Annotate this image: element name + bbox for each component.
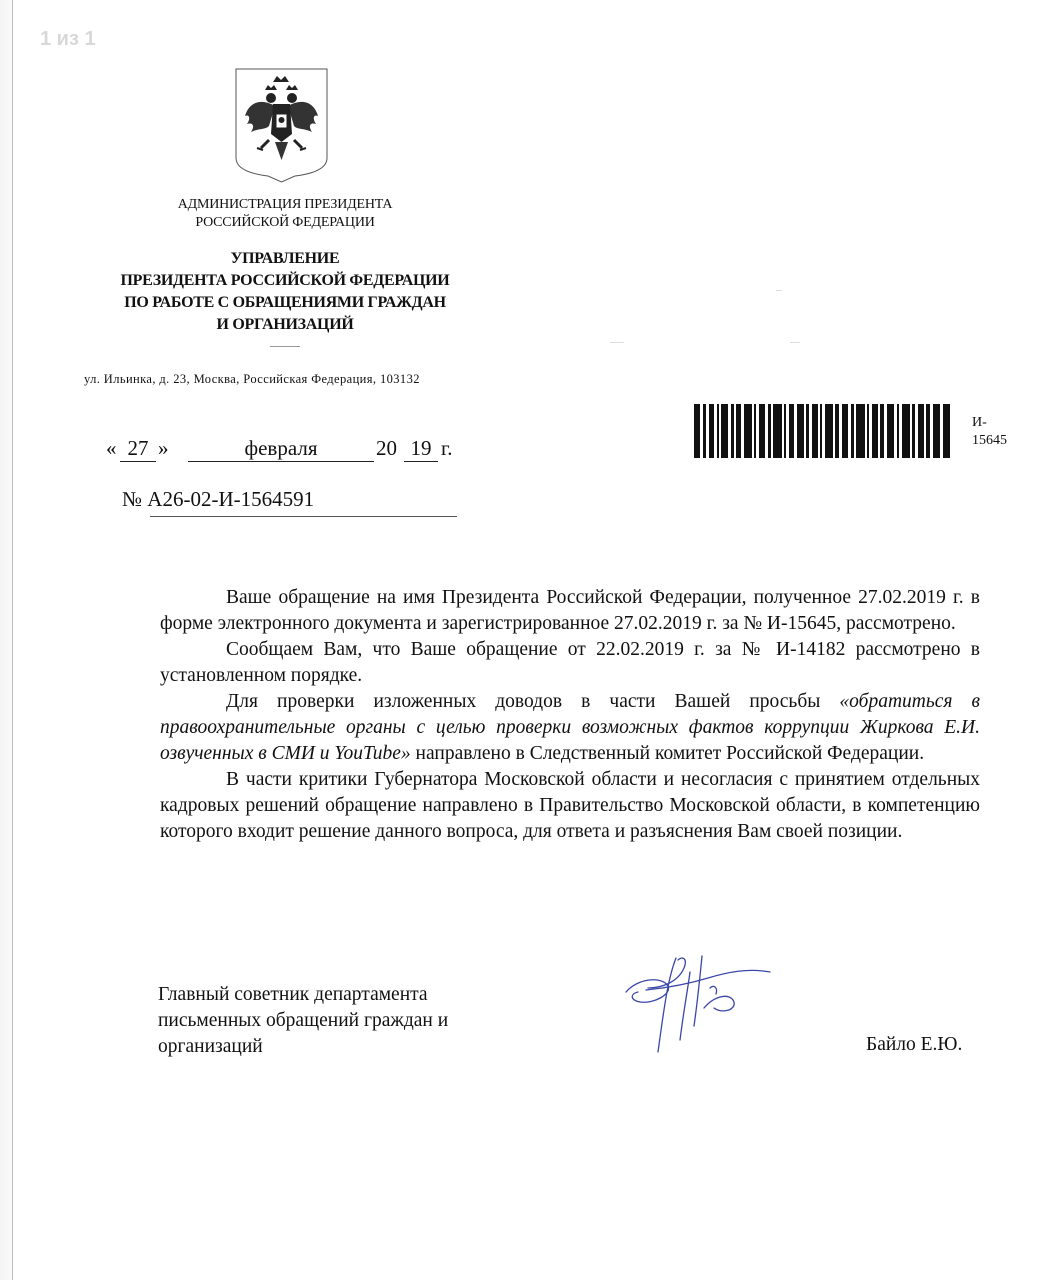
department-heading-line2: ПРЕЗИДЕНТА РОССИЙСКОЙ ФЕДЕРАЦИИ bbox=[120, 272, 450, 289]
reference-prefix: № bbox=[122, 487, 143, 511]
reference-underline bbox=[150, 516, 457, 517]
department-heading-line3: ПО РАБОТЕ С ОБРАЩЕНИЯМИ ГРАЖДАН bbox=[124, 294, 446, 311]
heading-divider bbox=[270, 346, 300, 347]
page-counter: 1 из 1 bbox=[40, 28, 96, 50]
scan-mark bbox=[610, 342, 624, 343]
scan-mark bbox=[776, 290, 782, 291]
barcode-label bbox=[972, 414, 1007, 450]
signatory-title-line3: организаций bbox=[158, 1036, 263, 1057]
body-paragraph-4: В части критики Губернатора Московской области и несогласия с принятием отдельных кадровых решений обращение направлено в Правительство Московской области, в компетенцию которого входит решение данного вопроса, для ответа и разъяснения Вам своей позиции. bbox=[160, 769, 980, 842]
page-shadow bbox=[0, 0, 12, 1280]
body-paragraph-1: Ваше обращение на имя Президента Российской Федерации, полученное 27.02.2019 г. в форме электронного документа и зарегистрированное 27.02.2019 г. за № И-15645, рассмотрено. bbox=[160, 587, 980, 634]
barcode-icon bbox=[694, 404, 950, 458]
reference-value: А26-02-И-1564591 bbox=[147, 487, 315, 511]
date-open-quote: « bbox=[106, 436, 117, 460]
signatory-title bbox=[158, 982, 448, 1060]
handwritten-signature bbox=[618, 948, 778, 1058]
department-heading-line4: И ОРГАНИЗАЦИЙ bbox=[216, 316, 354, 333]
date-suffix: г. bbox=[441, 436, 453, 460]
signatory-title-line1: Главный советник департамента bbox=[158, 984, 428, 1005]
body-paragraph-2: Сообщаем Вам, что Ваше обращение от 22.02.2019 г. за № И-14182 рассмотрено в установленном порядке. bbox=[160, 639, 980, 686]
body-paragraph-3 bbox=[160, 689, 980, 767]
admin-heading-line2: РОССИЙСКОЙ ФЕДЕРАЦИИ bbox=[195, 215, 375, 230]
scan-mark bbox=[790, 342, 800, 343]
date-year: 19 bbox=[404, 436, 438, 462]
signatory-name: Байло Е.Ю. bbox=[866, 1034, 963, 1055]
signatory-title-line2: письменных обращений граждан и bbox=[158, 1010, 449, 1031]
coat-of-arms-icon bbox=[235, 68, 328, 183]
body-paragraph-3-end: направлено в Следственный комитет Российской Федерации. bbox=[410, 743, 925, 764]
body-paragraph-3-quote: «обратиться в правоохранительные органы с целью проверки возможных фактов коррупции Жиркова Е.И. озвученных в СМИ и YouTube» bbox=[160, 691, 980, 764]
reference-number bbox=[122, 487, 314, 512]
date-century: 20 bbox=[376, 436, 397, 460]
department-heading-line1: УПРАВЛЕНИЕ bbox=[230, 250, 340, 267]
barcode-label-line2: 15645 bbox=[972, 433, 1007, 448]
barcode-label-line1: И- bbox=[972, 415, 987, 430]
date-month: февраля bbox=[188, 436, 374, 462]
date-close-quote: » bbox=[158, 436, 169, 460]
letter-body bbox=[160, 585, 980, 845]
date-day: 27 bbox=[120, 436, 156, 462]
admin-heading-line1: АДМИНИСТРАЦИЯ ПРЕЗИДЕНТА bbox=[177, 197, 393, 212]
address: ул. Ильинка, д. 23, Москва, Российская Федерация, 103132 bbox=[84, 372, 420, 386]
body-paragraph-3-start: Для проверки изложенных доводов в части Вашей просьбы bbox=[226, 691, 840, 712]
